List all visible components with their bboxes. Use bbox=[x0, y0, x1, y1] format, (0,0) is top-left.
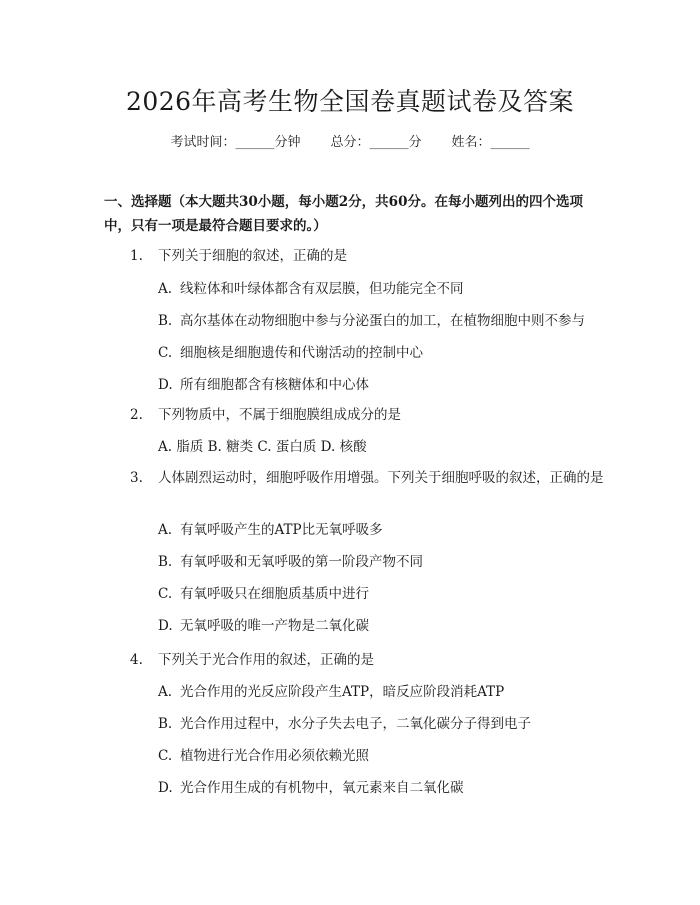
option-text: 光合作用过程中，水分子失去电子，二氧化碳分子得到电子 bbox=[180, 716, 531, 732]
question-number: 3. bbox=[130, 470, 143, 486]
question-text: 下列关于细胞的叙述，正确的是 bbox=[158, 248, 347, 264]
option-label: D. bbox=[158, 618, 173, 634]
question-number: 1. bbox=[130, 248, 143, 264]
option-text: 有氧呼吸产生的ATP比无氧呼吸多 bbox=[180, 522, 383, 538]
option-label: C. bbox=[158, 586, 173, 602]
exam-header-info bbox=[0, 131, 700, 150]
question-3 bbox=[104, 468, 604, 488]
question-1-option-c bbox=[158, 341, 423, 361]
question-3-option-b bbox=[158, 550, 423, 570]
option-text: 细胞核是细胞遗传和代谢活动的控制中心 bbox=[180, 345, 423, 361]
question-text: 下列关于光合作用的叙述，正确的是 bbox=[158, 652, 374, 668]
option-text: 无氧呼吸的唯一产物是二氧化碳 bbox=[180, 618, 369, 634]
option-label: B. bbox=[158, 716, 173, 732]
option-text: 高尔基体在动物细胞中参与分泌蛋白的加工，在植物细胞中则不参与 bbox=[180, 313, 585, 329]
question-3-option-c bbox=[158, 582, 369, 602]
question-1 bbox=[130, 244, 347, 264]
question-2-options: A. 脂质 B. 糖类 C. 蛋白质 D. 核酸 bbox=[158, 439, 367, 455]
question-1-option-a bbox=[158, 277, 464, 297]
option-label: B. bbox=[158, 313, 173, 329]
exam-title: 2026年高考生物全国卷真题试卷及答案 bbox=[125, 87, 575, 116]
option-label: C. bbox=[158, 345, 173, 361]
question-4-option-a bbox=[158, 680, 504, 700]
total-score-label: 总分：______分 bbox=[330, 135, 422, 150]
exam-time-label: 考试时间：______分钟 bbox=[170, 135, 301, 150]
question-4-option-c bbox=[158, 744, 369, 764]
question-4-option-b bbox=[158, 712, 531, 732]
option-text: 所有细胞都含有核糖体和中心体 bbox=[180, 377, 369, 393]
student-name-label: 姓名：______ bbox=[451, 135, 530, 150]
question-text: 下列物质中，不属于细胞膜组成成分的是 bbox=[158, 407, 401, 423]
question-3-option-a bbox=[158, 518, 383, 538]
option-label: A. bbox=[158, 522, 173, 538]
section-heading: 一、选择题（本大题共30小题，每小题2分，共60分。在每小题列出的四个选项中，只有一项是最符合题目要求的。） bbox=[104, 194, 583, 234]
option-text: 有氧呼吸只在细胞质基质中进行 bbox=[180, 586, 369, 602]
option-label: D. bbox=[158, 377, 173, 393]
question-4-option-d bbox=[158, 776, 464, 796]
question-4 bbox=[130, 648, 374, 668]
option-label: D. bbox=[158, 780, 173, 796]
option-text: 光合作用的光反应阶段产生ATP，暗反应阶段消耗ATP bbox=[180, 684, 505, 700]
question-number: 4. bbox=[130, 652, 143, 668]
option-label: B. bbox=[158, 554, 173, 570]
question-3-option-d bbox=[158, 614, 369, 634]
option-text: 植物进行光合作用必须依赖光照 bbox=[180, 748, 369, 764]
option-label: A. bbox=[158, 281, 173, 297]
question-2 bbox=[130, 403, 401, 423]
question-number: 2. bbox=[130, 407, 143, 423]
option-text: 线粒体和叶绿体都含有双层膜，但功能完全不同 bbox=[180, 281, 464, 297]
option-label: C. bbox=[158, 748, 173, 764]
question-text: 人体剧烈运动时，细胞呼吸作用增强。下列关于细胞呼吸的叙述，正确的是 bbox=[158, 470, 604, 486]
option-text: 有氧呼吸和无氧呼吸的第一阶段产物不同 bbox=[180, 554, 423, 570]
question-1-option-d bbox=[158, 373, 369, 393]
option-text: 光合作用生成的有机物中，氧元素来自二氧化碳 bbox=[180, 780, 464, 796]
question-1-option-b bbox=[158, 309, 585, 329]
option-label: A. bbox=[158, 684, 173, 700]
